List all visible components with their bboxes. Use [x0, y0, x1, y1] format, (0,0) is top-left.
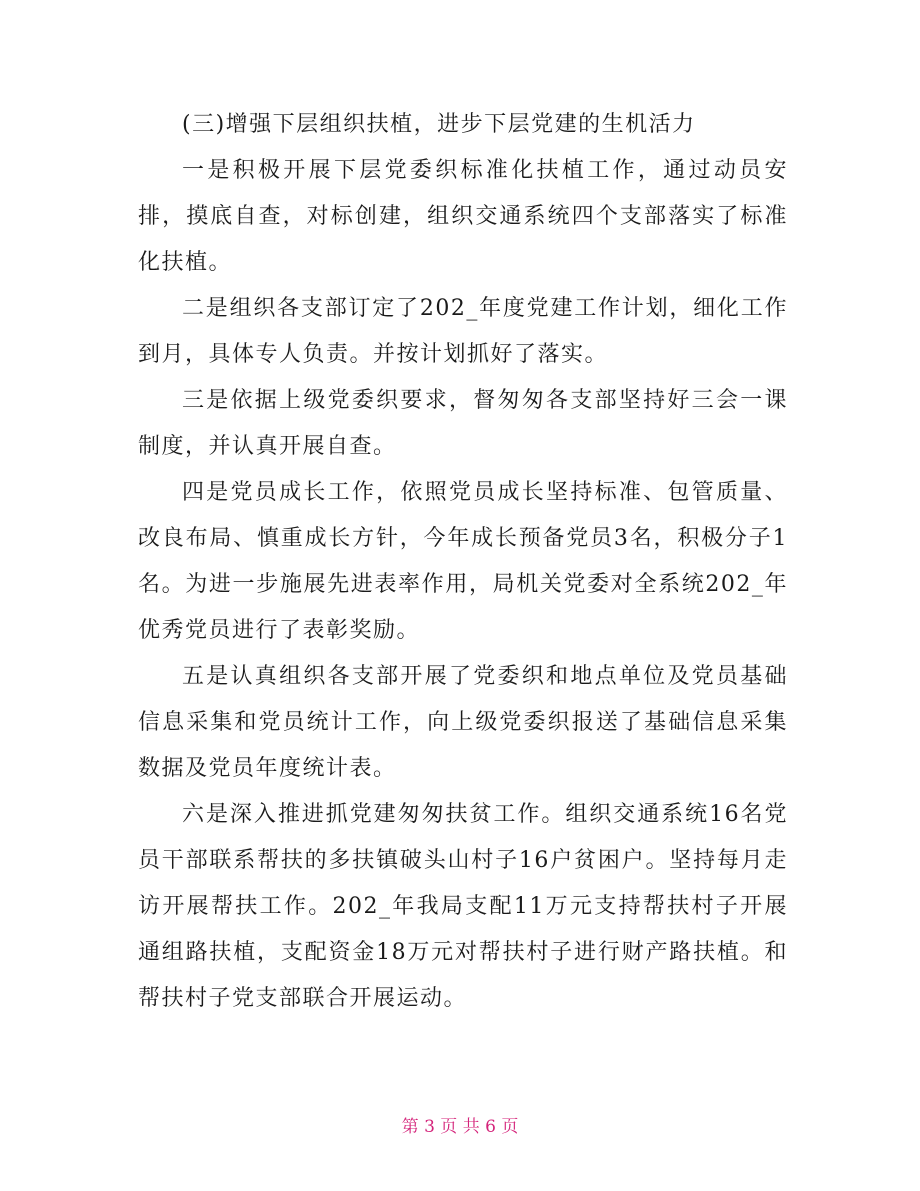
paragraph-2: 二是组织各支部订定了202_年度党建工作计划，细化工作到月，具体专人负责。并按计划抓好了落实。: [138, 296, 788, 367]
page-number-label: 第 3 页 共 6 页: [401, 1117, 519, 1137]
page-footer: [0, 1112, 920, 1137]
paragraph-3: 三是依据上级党委织要求，督匆匆各支部坚持好三会一课制度，并认真开展自查。: [138, 388, 788, 459]
paragraph-5: 五是认真组织各支部开展了党委织和地点单位及党员基础信息采集和党员统计工作，向上级党委织报送了基础信息采集数据及党员年度统计表。: [138, 664, 788, 781]
paragraph-4: 四是党员成长工作，依照党员成长坚持标准、包管质量、改良布局、慎重成长方针，今年成长预备党员3名，积极分子1名。为进一步施展先进表率作用，局机关党委对全系统202_年优秀党员进行了表彰奖励。: [138, 480, 788, 643]
section-heading: (三)增强下层组织扶植，进步下层党建的生机活力: [182, 112, 696, 137]
paragraph-1: 一是积极开展下层党委织标准化扶植工作，通过动员安排，摸底自查，对标创建，组织交通系统四个支部落实了标准化扶植。: [138, 158, 788, 275]
paragraph-6: 六是深入推进抓党建匆匆扶贫工作。组织交通系统16名党员干部联系帮扶的多扶镇破头山村子16户贫困户。坚持每月走访开展帮扶工作。202_年我局支配11万元支持帮扶村子开展通组路扶植，支配资金18万元对帮扶村子进行财产路扶植。和帮扶村子党支部联合开展运动。: [138, 802, 788, 1011]
document-body: [138, 102, 788, 1022]
